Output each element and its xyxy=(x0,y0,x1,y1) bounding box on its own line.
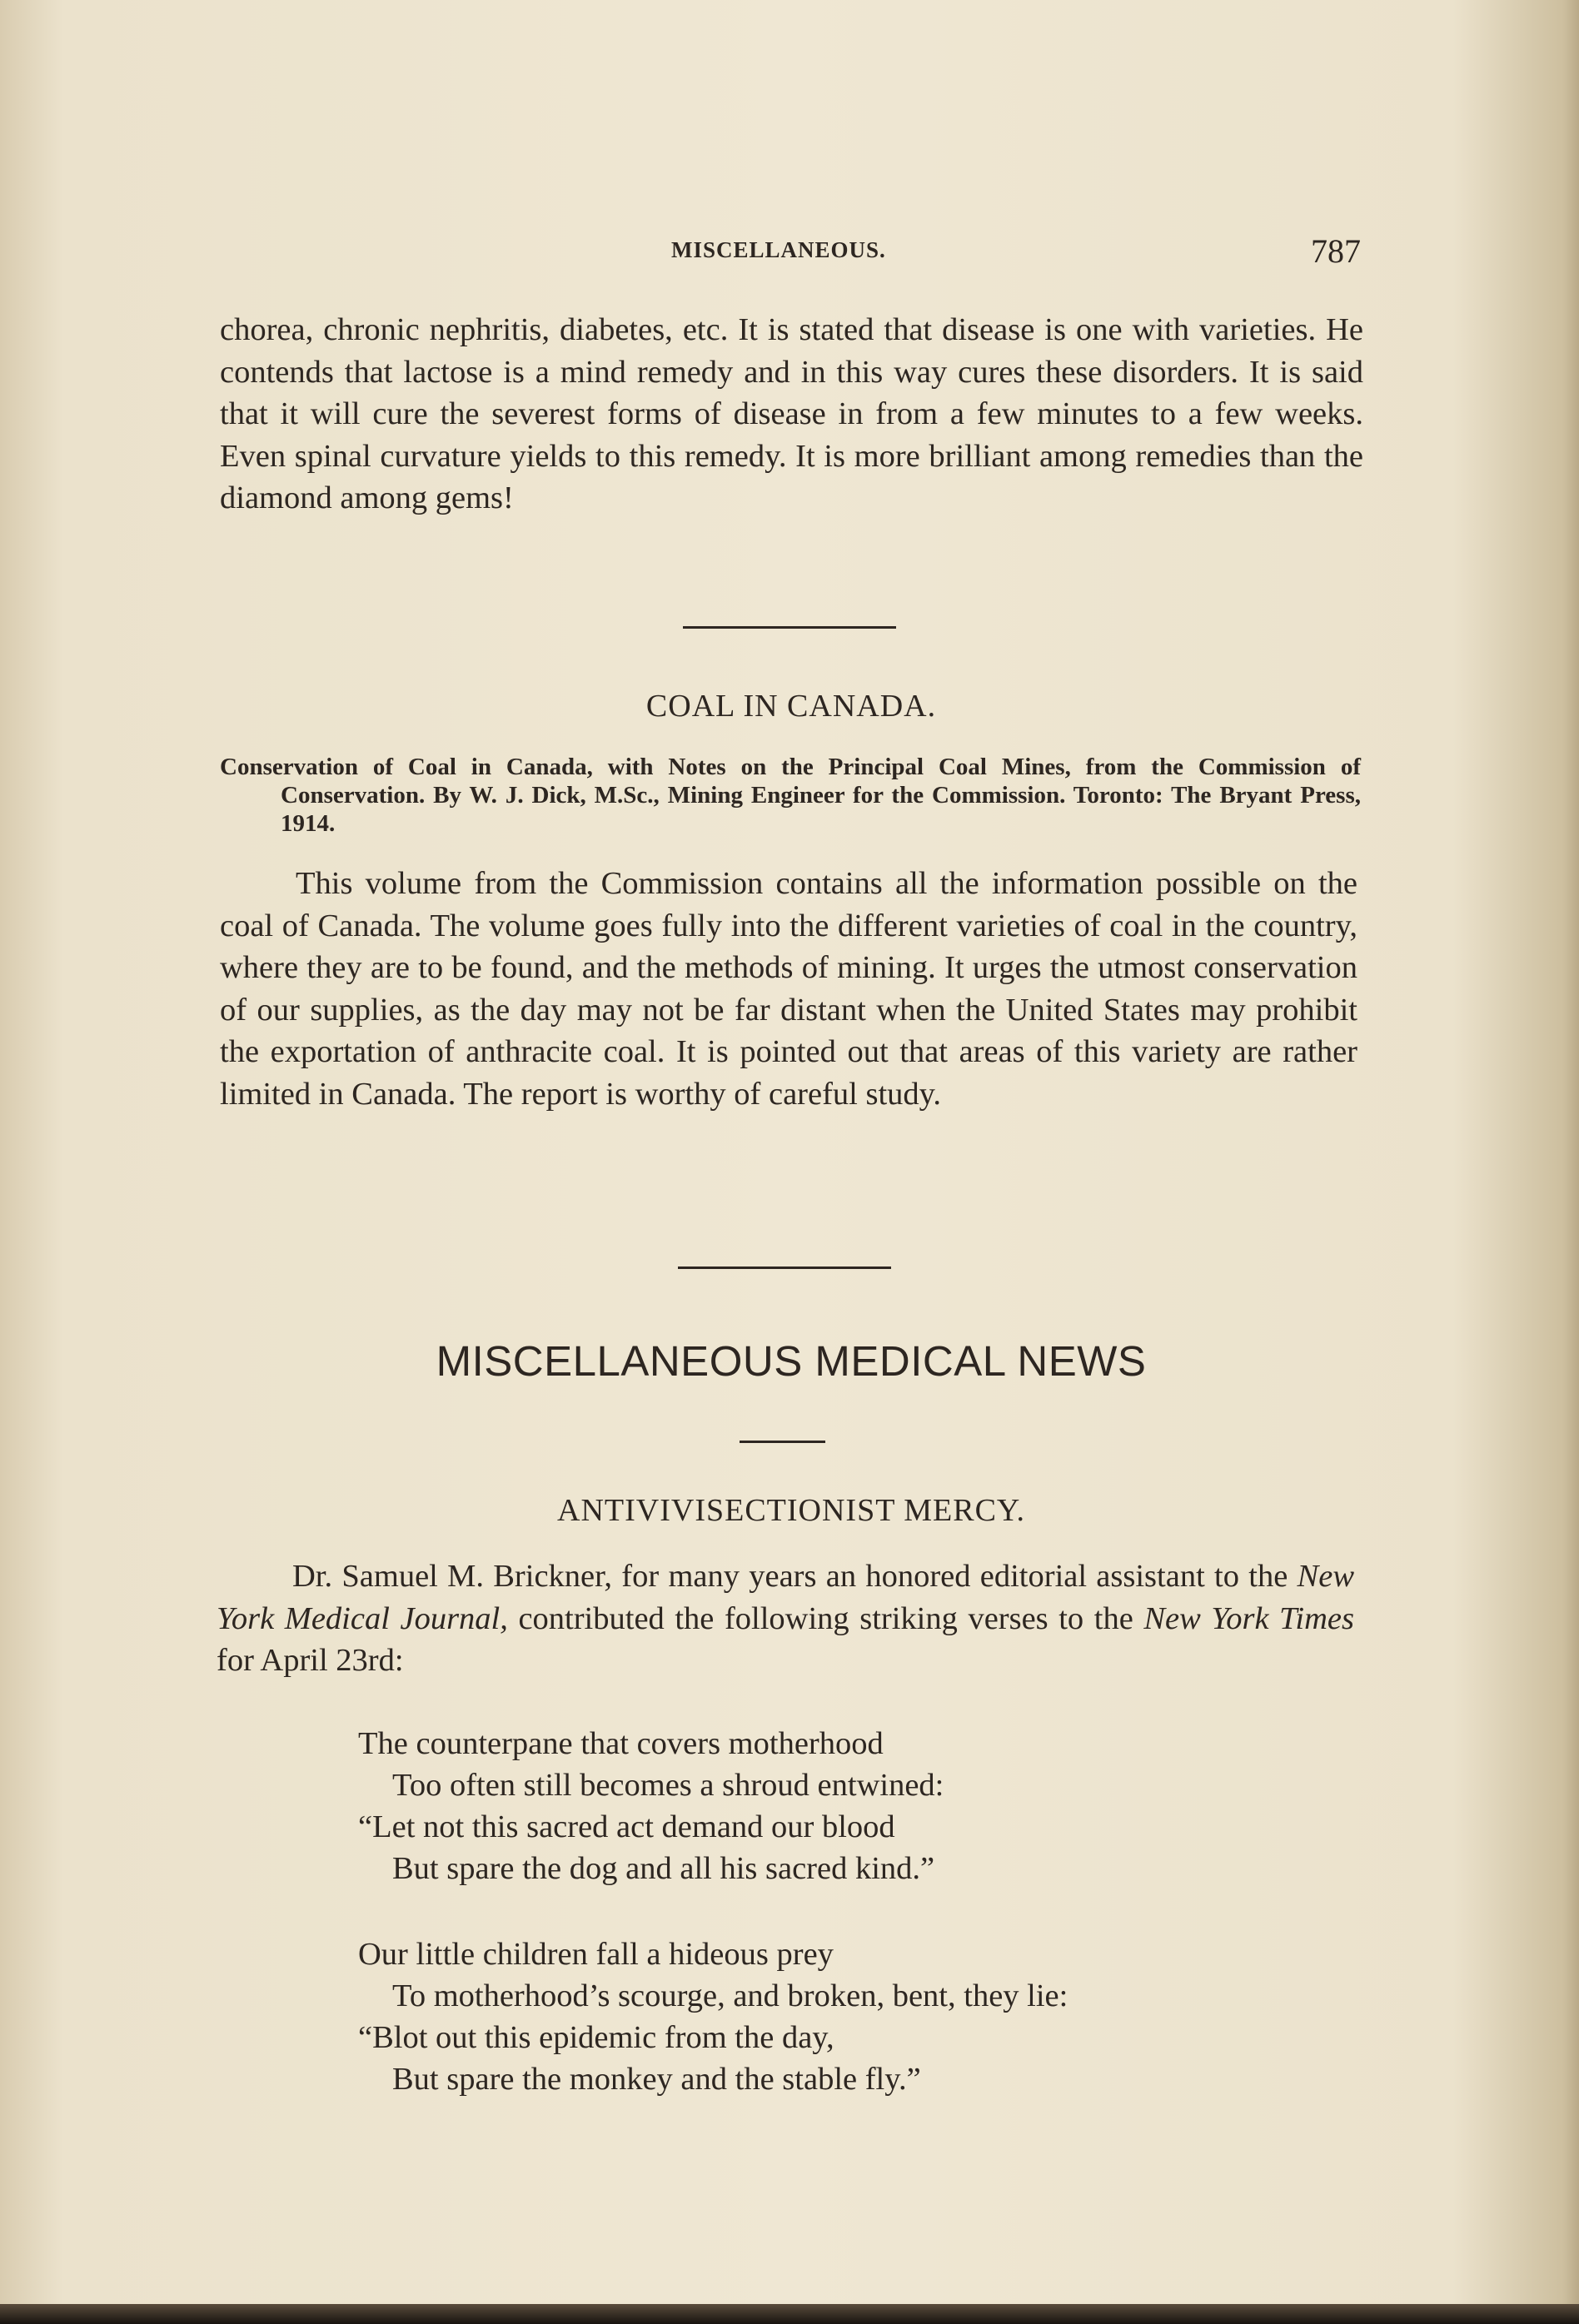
poem-line: But spare the monkey and the stable fly.” xyxy=(392,2062,921,2097)
running-head: MISCELLANEOUS. xyxy=(671,237,886,262)
intro-text-part3: for April 23rd: xyxy=(217,1643,404,1678)
page-bottom-edge xyxy=(0,2304,1579,2324)
poem-stanza-2 xyxy=(358,1933,1068,2100)
poem-line: The counterpane that covers motherhood xyxy=(358,1726,884,1761)
poem-line: Too often still becomes a shroud entwined: xyxy=(392,1768,944,1803)
opening-paragraph-block xyxy=(220,309,1363,520)
coal-section-title: COAL IN CANADA. xyxy=(645,689,937,724)
poem-line: Our little children fall a hideous prey xyxy=(358,1937,834,1972)
coal-review-paragraph: This volume from the Commission contains all the information possible on the coal of Canada. The volume goes fully into the different varieties of coal in the country, where they are to be found, and the methods of mining. It urges the utmost conservation of our supplies, as the day may not be far distant when the United States may prohibit the exportation of anthracite coal. It is pointed out that areas of this variety are rather limited in Canada. The report is worthy of careful study. xyxy=(220,866,1357,1112)
poem-line: To motherhood’s scourge, and broken, bent, they lie: xyxy=(392,1978,1068,2013)
coal-review-block xyxy=(220,863,1357,1115)
book-citation-block xyxy=(220,753,1361,838)
opening-paragraph: chorea, chronic nephritis, diabetes, etc. It is stated that disease is one with varieties. He contends that lactose is a mind remedy and in this way cures these disorders. It is said that it will cure the severest forms of disease in from a few minutes to a few weeks. Even spinal curvature yields to this remedy. It is more brilliant among remedies than the diamond among gems! xyxy=(220,312,1363,515)
heading-short-rule xyxy=(740,1441,825,1443)
poem-line: But spare the dog and all his sacred kind.” xyxy=(392,1851,935,1886)
poem-stanza-1 xyxy=(358,1723,944,1889)
poem-line: “Let not this sacred act demand our blood xyxy=(358,1809,895,1844)
poem-line: “Blot out this epidemic from the day, xyxy=(358,2020,834,2055)
article-intro-paragraph xyxy=(217,1555,1354,1682)
page-number: 787 xyxy=(1311,232,1361,270)
intro-text-part2: contributed the following striking verses to the xyxy=(507,1600,1144,1636)
article-title: ANTIVIVISECTIONIST MERCY. xyxy=(557,1493,1025,1528)
intro-text-part1: Dr. Samuel M. Brickner, for many years an honored editorial assistant to the xyxy=(292,1559,1298,1594)
book-citation: Conservation of Coal in Canada, with Notes on the Principal Coal Mines, from the Commission of Conservation. By W. J. Dick, M.Sc., Mining Engineer for the Commission. Toronto: The Bryant Press, 1914. xyxy=(220,754,1361,837)
newspaper-name: New York Times xyxy=(1143,1600,1355,1636)
section-divider-rule xyxy=(683,626,896,629)
journal-name: New York Medical Journal, xyxy=(217,1559,1354,1636)
section-divider-rule xyxy=(678,1267,891,1269)
news-section-heading: MISCELLANEOUS MEDICAL NEWS xyxy=(436,1337,1147,1385)
article-intro-block xyxy=(217,1555,1354,1682)
